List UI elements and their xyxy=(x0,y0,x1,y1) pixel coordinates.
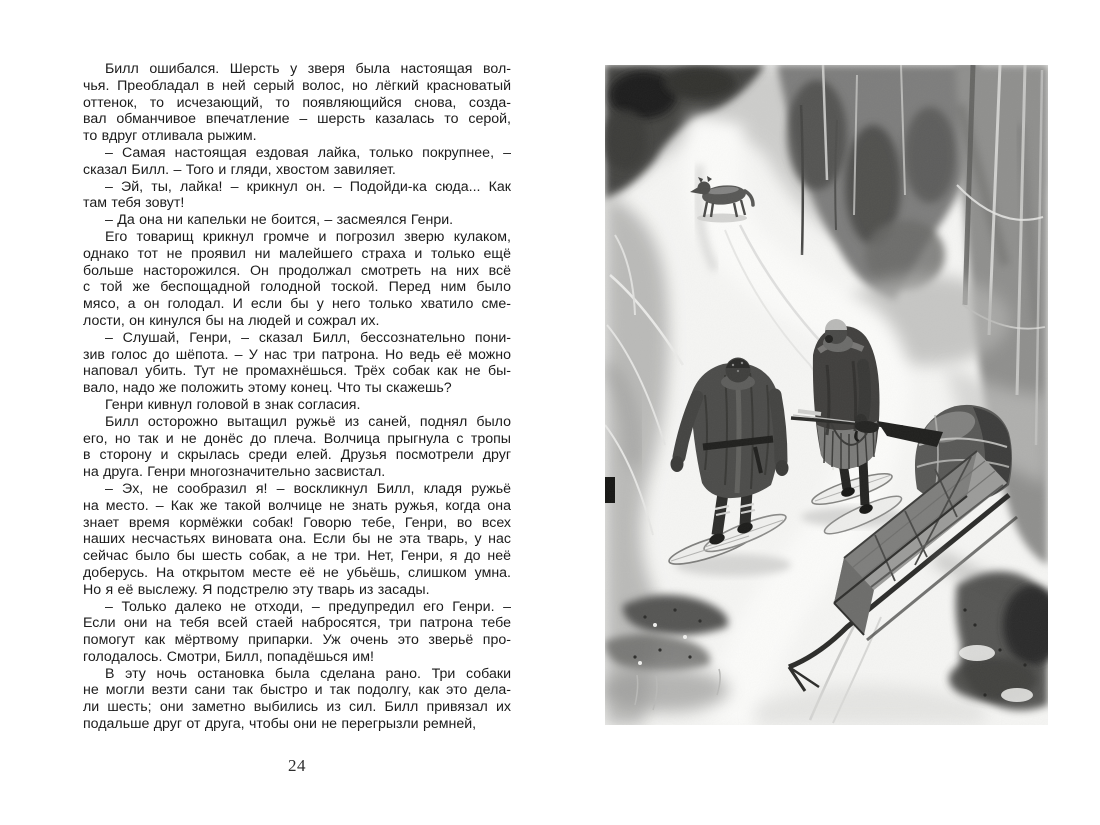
text-line: – Эх, не сообразил я! – воскликнул Билл, кладя ружьё xyxy=(105,480,511,497)
text-line: Билл ошибался. Шерсть у зверя была настоящая вол- xyxy=(105,61,511,77)
text-line: Билл осторожно вытащил ружьё из саней, поднял было xyxy=(105,413,511,430)
text-line: – Самая настоящая ездовая лайка, только покрупнее, – xyxy=(105,144,511,161)
text-line: сказал Билл. – Того и гляди, хвостом завиляет. xyxy=(83,161,396,178)
text-line: чья. Преобладал в ней серый волос, но лёгкий красноватый xyxy=(83,77,511,94)
text-line: на место. – Как же такой волчице не знать ружья, когда она xyxy=(83,497,511,514)
text-line: помогут как мёртвому припарки. Уж очень это зверьё про- xyxy=(83,632,511,649)
text-line: ли шесть; они заметно выбились из сил. Билл привязал их xyxy=(83,699,511,716)
text-line: – Слушай, Генри, – сказал Билл, бессознательно пони- xyxy=(105,329,511,346)
text-line: то вдруг отливала рыжим. xyxy=(83,128,257,145)
text-line: больше насторожился. Он продолжал смотреть на них всё xyxy=(83,262,511,279)
paper-grain xyxy=(605,65,1048,725)
text-line: в сторону и скрылась среди елей. Друзья посмотрели друг xyxy=(83,447,511,464)
illustration xyxy=(605,65,1048,725)
text-line: вал обманчивое впечатление – шерсть казалась то серой, xyxy=(83,111,511,128)
text-line: мясо, а он голодал. И если бы у него только хватило сме- xyxy=(83,296,511,313)
text-line: наповал убить. Тут не промахнёшься. Трёх собак как не бы- xyxy=(83,363,511,380)
text-line: Если они на тебя всей стаей набросятся, три патрона тебе xyxy=(83,615,511,632)
text-line: его, но так и не донёс до плеча. Волчица прыгнула с тропы xyxy=(83,430,511,447)
text-line: Но я её выслежу. Я подстрелю эту тварь из засады. xyxy=(83,581,430,598)
text-line: с той же беспощадной голодной тоской. Перед ним было xyxy=(83,279,511,296)
text-line: на друга. Генри многозначительно засвистал. xyxy=(83,464,386,481)
text-line: подальше друг от друга, чтобы они не перегрызли ремней, xyxy=(83,716,477,733)
text-line: лости, он кинулся бы на людей и сожрал их. xyxy=(83,312,380,329)
text-line: оттенок, то исчезающий, то появляющийся снова, созда- xyxy=(83,94,511,111)
page-number: 24 xyxy=(288,756,306,775)
text-line: знает время кормёжки собак! Говорю тебе, Генри, во всех xyxy=(83,514,511,531)
text-line: В эту ночь остановка была сделана рано. Три собаки xyxy=(105,665,511,682)
text-line: – Только далеко не отходи, – предупредил его Генри. – xyxy=(105,598,511,615)
text-line: наших несчастьях виновата она. Если бы не эта тварь, у нас xyxy=(83,531,511,548)
text-line: Генри кивнул головой в знак согласия. xyxy=(105,396,361,413)
text-column xyxy=(83,61,511,733)
text-line: сейчас было бы шесть собак, а не три. Нет, Генри, я до неё xyxy=(83,548,511,565)
text-line: доберусь. На открытом месте её не убьёшь, слишком умна. xyxy=(83,564,511,581)
text-line: – Да она ни капельки не боится, – засмеялся Генри. xyxy=(105,212,454,229)
text-line: однако тот не проявил ни малейшего страха и только ещё xyxy=(83,245,511,262)
text-line: вало, надо же положить этому конец. Что ты скажешь? xyxy=(83,380,452,397)
text-line: зив голос до шёпота. – У нас три патрона. Но ведь её можно xyxy=(83,346,511,363)
text-line: там тебя зовут! xyxy=(83,195,185,212)
text-line: – Эй, ты, лайка! – крикнул он. – Подойди-ка сюда... Как xyxy=(105,178,511,195)
text-line: голодалось. Смотри, Билл, попадёшься им! xyxy=(83,648,374,665)
text-line: не могли везти сани так быстро и так подолгу, как это дела- xyxy=(83,682,511,699)
text-line: Его товарищ крикнул громче и погрозил зверю кулаком, xyxy=(105,228,511,245)
